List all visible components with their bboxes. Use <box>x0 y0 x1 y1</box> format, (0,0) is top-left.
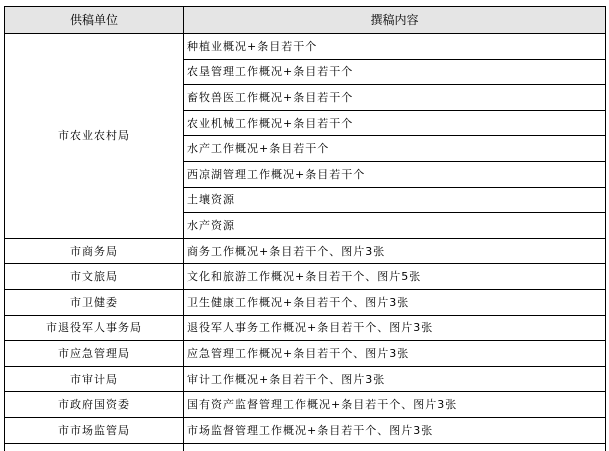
content-cell: 畜牧兽医工作概况+条目若干个 <box>184 85 606 111</box>
table-row <box>5 264 606 290</box>
unit-cell <box>5 392 184 418</box>
submission-table <box>4 6 606 451</box>
unit-name: 市农业农村局 <box>58 129 130 143</box>
header-row <box>5 7 606 34</box>
content-cell: 应急管理工作概况+条目若干个、图片3张 <box>184 341 606 367</box>
content-cell: 商务工作概况+条目若干个、图片3张 <box>184 238 606 264</box>
header-content: 撰稿内容 <box>184 7 606 34</box>
content-cell: 西凉湖管理工作概况+条目若干个 <box>184 161 606 187</box>
unit-name: 市政府国资委 <box>58 398 130 412</box>
table-row <box>5 289 606 315</box>
empty-cell <box>184 443 606 451</box>
content-cell: 土壤资源 <box>184 187 606 213</box>
content-cell: 水产工作概况+条目若干个 <box>184 136 606 162</box>
table-body <box>5 34 606 451</box>
table-header <box>5 7 606 34</box>
unit-cell <box>5 341 184 367</box>
content-cell: 文化和旅游工作概况+条目若干个、图片5张 <box>184 264 606 290</box>
unit-cell <box>5 417 184 443</box>
unit-name: 市卫健委 <box>70 295 118 309</box>
table-row <box>5 34 606 60</box>
unit-name: 市审计局 <box>70 372 118 386</box>
content-cell: 农业机械工作概况+条目若干个 <box>184 110 606 136</box>
table-row-partial <box>5 443 606 451</box>
table-row <box>5 392 606 418</box>
unit-cell <box>5 264 184 290</box>
unit-name: 市退役军人事务局 <box>46 321 142 335</box>
header-unit: 供稿单位 <box>5 7 184 34</box>
unit-cell <box>5 315 184 341</box>
table-row <box>5 341 606 367</box>
content-cell: 种植业概况+条目若干个 <box>184 34 606 60</box>
table-row <box>5 417 606 443</box>
table-row <box>5 366 606 392</box>
unit-name: 市文旅局 <box>70 270 118 284</box>
content-cell: 审计工作概况+条目若干个、图片3张 <box>184 366 606 392</box>
content-cell: 卫生健康工作概况+条目若干个、图片3张 <box>184 289 606 315</box>
content-cell: 水产资源 <box>184 213 606 239</box>
unit-name: 市商务局 <box>70 244 118 258</box>
unit-cell <box>5 366 184 392</box>
table-row <box>5 238 606 264</box>
unit-cell <box>5 34 184 239</box>
table-row <box>5 315 606 341</box>
content-cell: 农垦管理工作概况+条目若干个 <box>184 59 606 85</box>
unit-cell <box>5 289 184 315</box>
content-cell: 市场监督管理工作概况+条目若干个、图片3张 <box>184 417 606 443</box>
unit-name: 市市场监管局 <box>58 423 130 437</box>
unit-name: 市应急管理局 <box>58 346 130 360</box>
unit-cell <box>5 238 184 264</box>
content-cell: 国有资产监督管理工作概况+条目若干个、图片3张 <box>184 392 606 418</box>
empty-cell <box>5 443 184 451</box>
content-cell: 退役军人事务工作概况+条目若干个、图片3张 <box>184 315 606 341</box>
